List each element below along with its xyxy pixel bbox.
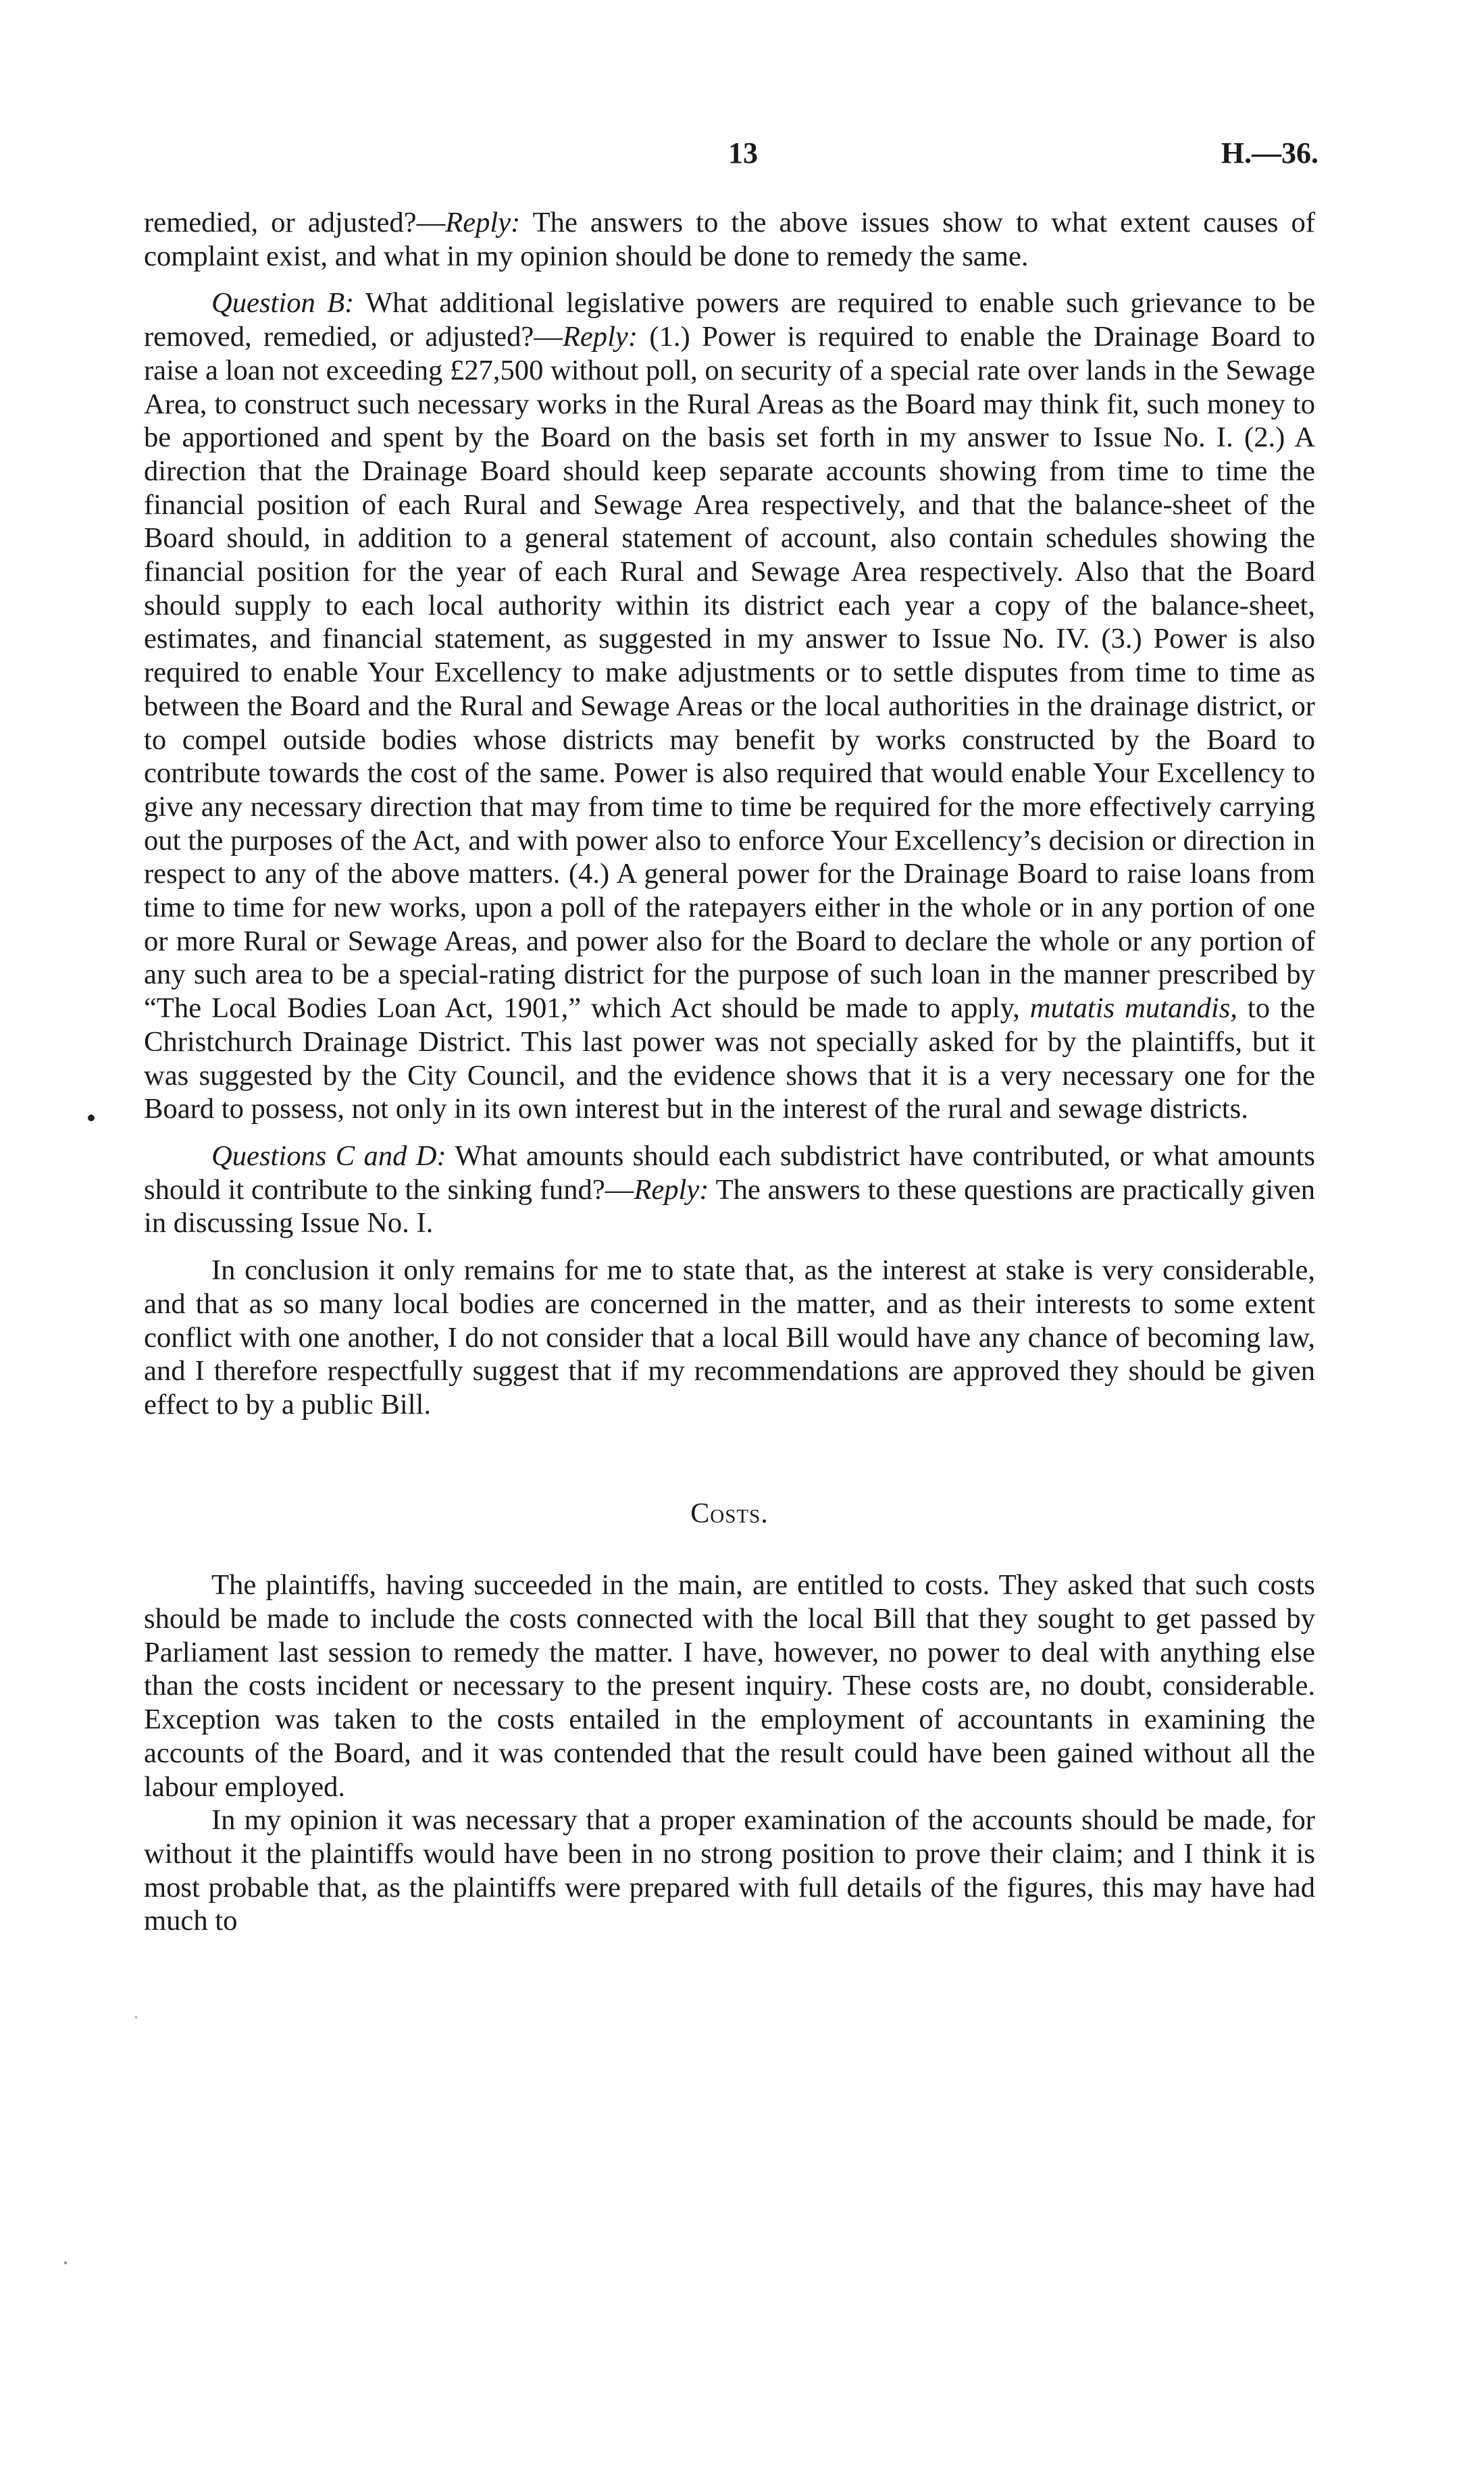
paragraph-text: (1.) Power is required to enable the Drainage Board to raise a loan not exceeding £27,500 without poll, on security of a special rate over lands in the Sewage Area, to construct such necessary works in the Rural Areas as the Board may think fit, such money to be apportioned and spent by the Board on the basis set forth in my answer to Issue No. I. (2.) A direction that the Drainage Board should keep separate accounts showing from time to time the financial position of each Rural and Sewage Area respectively, and that the balance-sheet of the Board should, in addition to a general statement of account, also contain schedules showing the financial position for the year of each Rural and Sewage Area respectively. Also that the Board should supply to each local authority within its district each year a copy of the balance-sheet, estimates, and financial statement, as suggested in my answer to Issue No. IV. (3.) Power is also required to enable Your Excellency to make adjustments or to settle disputes from time to time as between the Board and the Rural and Sewage Areas or the local authorities in the drainage district, or to compel outside bodies whose districts may benefit by works constructed by the Board to contribute towards the cost of the same. Power is also required that would enable Your Excellency to give any necessary direction that may from time to time be required for the more effectively carrying out the purposes of the Act, and with power also to enforce Your Excellency’s decision or direction in respect to any of the above matters. (4.) A general power for the Drainage Board to raise loans from time to time for new works, upon a poll of the ratepayers either in the whole or in any portion of one or more Rural or Sewage Areas, and power also for the Board to declare the whole or any portion of any such area to be a special-rating district for the purpose of such loan in the manner prescribed by “The Local Bodies Loan Act, 1901,” which Act should be made to apply, <box>144 321 1316 1025</box>
paragraph-question-b <box>144 286 1315 1126</box>
paragraph-questions-c-d <box>144 1140 1315 1240</box>
paragraph-text: to the Christchurch Drainage District. This last power was not specially asked for by the plaintiffs, but it was suggested by the City Council, and the evidence shows that it is a very necessary one for the Board to possess, not only in its own interest but in the interest of the rural and sewage districts. <box>144 992 1316 1125</box>
paragraph-text: What additional legislative powers are required to enable such grievance to be removed, remedied, or adjusted?— <box>144 287 1315 353</box>
body-text <box>144 206 1315 1938</box>
paragraph-text: The answers to the above issues show to what extent causes of complaint exist, and what in my opinion should be done to remedy the same. <box>144 207 1316 272</box>
paragraph-text: remedied, or adjusted?— <box>144 207 446 238</box>
reply-label: Reply: <box>634 1173 709 1206</box>
question-label: Question B: <box>211 287 355 319</box>
document-reference: H.—36. <box>1221 136 1319 170</box>
paragraph-opinion: In my opinion it was necessary that a proper examination of the accounts should be made, for without it the plaintiffs would have been in no strong position to prove their claim; and I think it is most probable that, as the plaintiffs were prepared with full details of the figures, this may have had much to <box>144 1804 1315 1937</box>
page-number: 13 <box>728 136 758 170</box>
scan-speck <box>64 2261 67 2264</box>
reply-label: Reply: <box>445 207 521 238</box>
paragraph-text: The answers to these questions are practically given in discussing Issue No. I. <box>144 1173 1315 1239</box>
scan-speck <box>135 2016 137 2018</box>
margin-dot-mark <box>88 1115 95 1121</box>
paragraph-costs: The plaintiffs, having succeeded in the main, are entitled to costs. They asked that such costs should be made to include the costs connected with the local Bill that they sought to get passed by Parliament last session to remedy the matter. I have, however, no power to deal with anything else than the costs incident or necessary to the present inquiry. These costs are, no doubt, considerable. Exception was taken to the costs entailed in the employment of accountants in examining the accounts of the Board, and it was contended that the result could have been gained without all the labour employed. <box>144 1569 1315 1803</box>
section-heading-costs: Costs. <box>690 1498 769 1529</box>
question-label: Questions C and D: <box>211 1140 446 1172</box>
latin-phrase: mutatis mutandis, <box>1029 992 1237 1025</box>
paragraph-text: What amounts should each subdistrict have contributed, or what amounts should it contribute to the sinking fund?— <box>144 1140 1315 1206</box>
paragraph-continuation <box>144 206 1315 273</box>
paragraph-conclusion: In conclusion it only remains for me to state that, as the interest at stake is very considerable, and that as so many local bodies are concerned in the matter, and as their interests to some extent conflict with one another, I do not consider that a local Bill would have any chance of becoming law, and I therefore respectfully suggest that if my recommendations are approved they should be given effect to by a public Bill. <box>144 1254 1315 1421</box>
reply-label: Reply: <box>562 321 638 353</box>
